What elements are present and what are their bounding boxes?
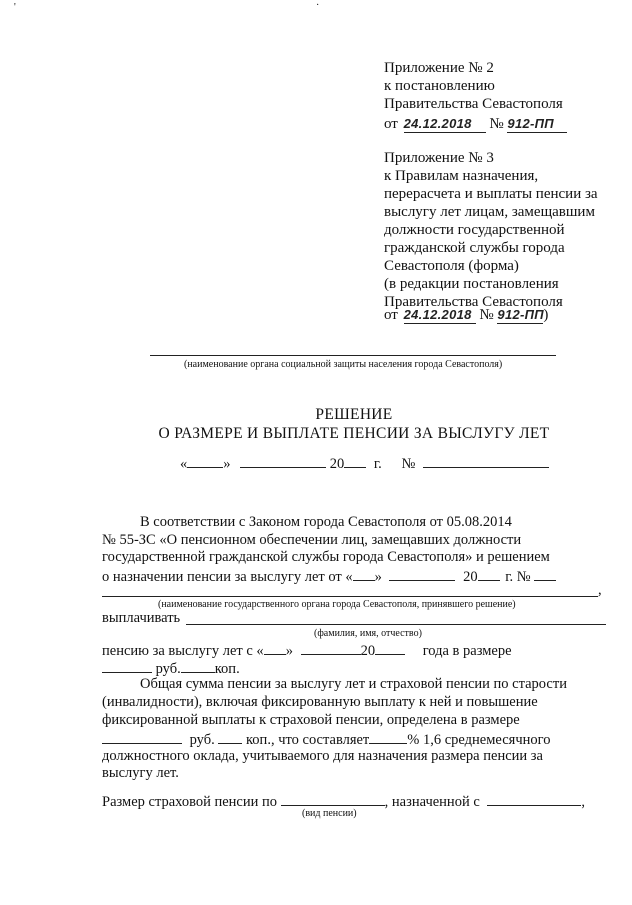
body-line: Общая сумма пенсии за выслугу лет и страховой пенсии по старости [140,676,567,692]
pension-date-line: пенсию за выслугу лет с « » 20 года в размере [102,643,512,659]
day-field[interactable] [264,641,286,655]
appendix-3-line: Правительства Севастополя [384,294,563,310]
organ-caption: (наименование органа социальной защиты населения города Севастополя) [184,359,503,370]
appendix-3-title: Приложение № 3 [384,150,494,166]
fio-caption: (фамилия, имя, отчество) [314,628,422,639]
day-field[interactable] [187,454,223,468]
pay-label: выплачивать [102,610,181,626]
appendix-3-line: к Правилам назначения, [384,168,539,184]
month-field[interactable] [389,567,455,581]
decision-number-field[interactable] [423,454,549,468]
number-sign: № [479,307,494,323]
body-line: № 55-ЗС «О пенсионном обеспечении лиц, замещавших должности [102,532,522,548]
handwritten-number: 912-ПП [497,307,544,322]
pension-amount-line: руб. коп. [102,659,240,678]
pension-type-caption: (вид пенсии) [302,808,357,819]
year-field[interactable] [375,641,405,655]
handwritten-date: 24.12.2018 [404,306,476,324]
month-field[interactable] [301,641,361,655]
from-label: от [384,307,398,323]
fio-field[interactable] [186,624,606,625]
comma: , [598,582,602,598]
rub-field[interactable] [102,659,152,673]
body-line: В соответствии с Законом города Севастополя от 05.08.2014 [140,514,512,530]
appendix-2-line: к постановлению [384,78,495,94]
appendix-2-date-line [384,115,567,133]
total-amount-line: руб. коп., что составляет % 1,6 среднемесячного [102,730,550,749]
body-line: выслугу лет. [102,765,179,781]
rub-field[interactable] [102,730,182,744]
state-organ-field[interactable] [102,596,598,597]
assigned-date-field[interactable] [487,792,581,806]
insurance-pension-line: Размер страховой пенсии по , назначенной с , [102,794,586,810]
appendix-3-line: выслугу лет лицам, замещавшим [384,204,595,220]
body-line-assignment-date: о назначении пенсии за выслугу лет от « » 20 г. № [102,567,556,586]
pension-type-field[interactable] [281,792,385,806]
appendix-3-line: перерасчета и выплаты пенсии за [384,186,598,202]
appendix-3-line: (в редакции постановления [384,276,559,292]
decision-subtitle: О РАЗМЕРЕ И ВЫПЛАТЕ ПЕНСИИ ЗА ВЫСЛУГУ ЛЕТ [158,425,550,442]
from-label: от [384,116,398,132]
kop-field[interactable] [181,659,215,673]
appendix-2-line: Правительства Севастополя [384,96,563,112]
handwritten-date: 24.12.2018 [404,115,486,133]
appendix-3-line: должности государственной [384,222,565,238]
handwritten-number: 912-ПП [507,115,567,133]
state-organ-caption: (наименование государственного органа города Севастополя, принявшего решение) [158,599,516,610]
kop-field[interactable] [218,730,242,744]
number-sign: № [489,116,504,132]
day-field[interactable] [353,567,375,581]
appendix-3-line: гражданской службы города [384,240,565,256]
organ-name-field[interactable] [150,355,556,356]
percent-field[interactable] [369,730,407,744]
decision-date-line: « » 20 г. № [180,454,549,473]
scan-mark: · [316,0,320,11]
body-line: государственной гражданской службы города Севастополя» и решением [102,549,550,565]
appendix-3-date-line [384,306,548,324]
year-field[interactable] [478,567,500,581]
appendix-3-line: Севастополя (форма) [384,258,519,274]
year-field[interactable] [344,454,366,468]
number-field[interactable] [534,567,556,581]
body-line: фиксированной выплаты к страховой пенсии, определена в размере [102,712,520,728]
body-line: должностного оклада, учитываемого для назначения размера пенсии за [102,748,543,764]
month-field[interactable] [240,454,326,468]
appendix-2-title: Приложение № 2 [384,60,494,76]
decision-title: РЕШЕНИЕ [315,406,393,423]
close-paren: ) [543,307,549,323]
scan-mark: ' [14,2,16,13]
body-line: (инвалидности), включая фиксированную выплату к ней и повышение [102,694,538,710]
